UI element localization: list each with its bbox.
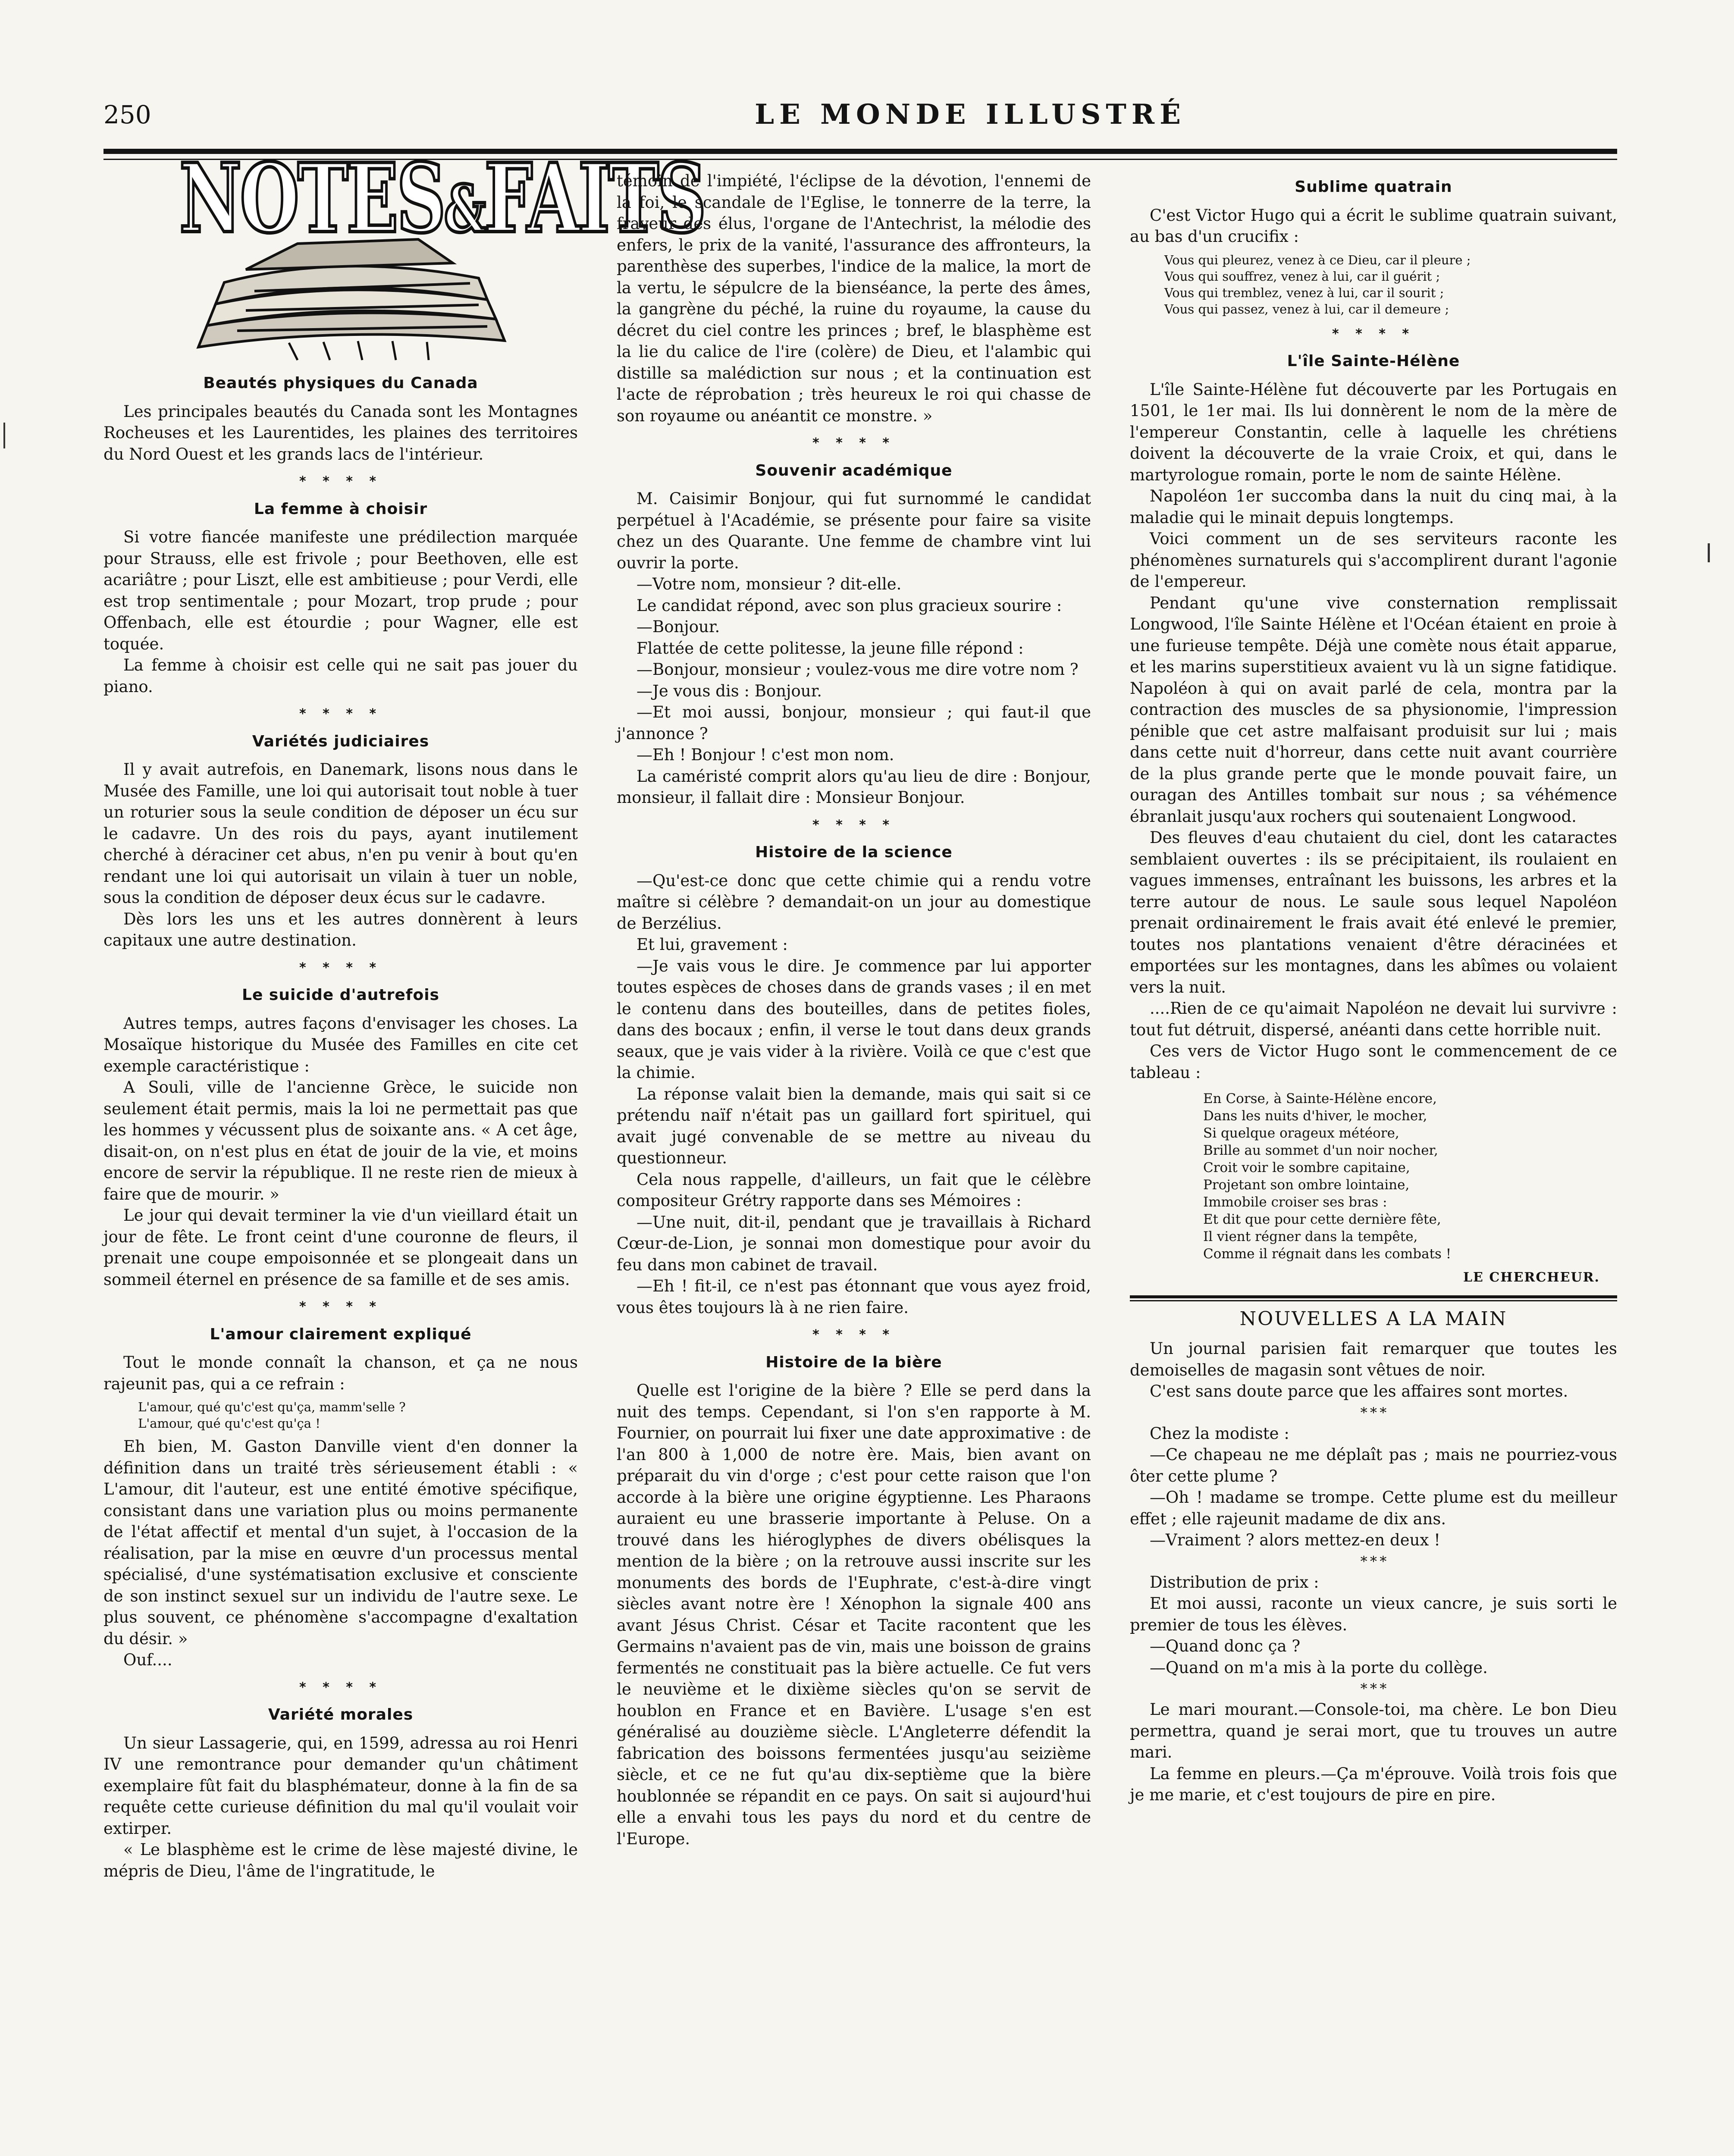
section-title: Souvenir académique — [755, 461, 953, 479]
page-edge-mark — [1708, 543, 1710, 562]
paragraph: —Vraiment ? alors mettez-en deux ! — [1150, 1531, 1440, 1549]
asterism-separator: * * * — [1360, 1680, 1387, 1697]
paragraph: Le mari mourant.—Console-toi, ma chère. Le bon Dieu permettra, quand je serai mort, que tu trouves un autre mari. — [1130, 1700, 1617, 1761]
section-separator: * * * * — [812, 436, 896, 451]
paragraph: Flattée de cette politesse, la jeune fille répond : — [637, 639, 1024, 658]
paragraph: Chez la modiste : — [1150, 1424, 1289, 1443]
verse-line: Vous qui tremblez, venez à lui, car il sourit ; — [1164, 285, 1444, 300]
page-edge-mark — [3, 423, 5, 448]
paragraph: —Une nuit, dit-il, pendant que je travaillais à Richard Cœur-de-Lion, je sonnai mon domestique pour avoir du feu dans mon cabinet de travail. — [617, 1213, 1091, 1274]
verse-line: Vous qui souffrez, venez à lui, car il guérit ; — [1164, 269, 1440, 284]
paragraph: —Qu'est-ce donc que cette chimie qui a rendu votre maître si célèbre ? demandait-on un jour au domestique de Berzélius. — [617, 871, 1091, 933]
paragraph: Pendant qu'une vive consternation remplissait Longwood, l'île Sainte Hélène et l'Océan étaient en proie à une furieuse tempête. Déjà une comète nous était apparue, et les marins superstitieux avaient vu là un signe fatidique. Napoléon à qui on avait parlé de cela, montra par la contraction des muscles de sa physionomie, l'impression pénible que cet astre malfaisant produisit sur lui ; mais dans cette nuit d'horreur, dans cette nuit avant courrière de la plus grande perte que le monde pouvait faire, un ouragan des Antilles tombait sur nous ; sa véhémence ébranlait jusqu'aux rochers qui soutenaient Longwood. — [1130, 593, 1617, 826]
paragraph: Et moi aussi, raconte un vieux cancre, je suis sorti le premier de tous les élèves. — [1130, 1594, 1617, 1634]
song-refrain — [138, 1399, 578, 1432]
refrain-line: L'amour, qué qu'c'est qu'ça ! — [138, 1416, 320, 1431]
asterism-separator: * * * — [1360, 1404, 1387, 1421]
verse-line: Croit voir le sombre capitaine, — [1203, 1160, 1410, 1175]
paragraph: —Votre nom, monsieur ? dit-elle. — [637, 575, 902, 593]
paragraph: La femme à choisir est celle qui ne sait pas jouer du piano. — [103, 656, 578, 696]
verse-line: Vous qui passez, venez à lui, car il demeure ; — [1164, 301, 1449, 317]
paragraph: Si votre fiancée manifeste une prédilection marquée pour Strauss, elle est frivole ; pour Beethoven, elle est acariâtre ; pour Liszt, elle est ambitieuse ; pour Verdi, elle est trop sentimentale ; pour Mozart, trop prude ; pour Offenbach, elle est étourdie ; pour Wagner, elle est toquée. — [103, 528, 578, 653]
poem — [1203, 1090, 1617, 1263]
paragraph: Napoléon 1er succomba dans la nuit du cinq mai, à la maladie qui le minait depuis longtemps. — [1130, 487, 1617, 527]
section-heading: NOUVELLES A LA MAIN — [1239, 1307, 1508, 1330]
logo-word-faits: FAITS — [484, 142, 705, 254]
verse-line: Comme il régnait dans les combats ! — [1203, 1246, 1452, 1262]
section-title: L'île Sainte-Hélène — [1287, 352, 1460, 370]
paragraph: Dès lors les uns et les autres donnèrent à leurs capitaux une autre destination. — [103, 909, 578, 950]
notes-et-faits-logo — [116, 142, 705, 367]
paragraph: —Oh ! madame se trompe. Cette plume est du meilleur effet ; elle rajeunit madame de dix ans. — [1130, 1488, 1617, 1528]
section-separator: * * * * — [299, 960, 383, 975]
paragraph: —Quand on m'a mis à la porte du collège. — [1150, 1658, 1488, 1677]
paragraph: Voici comment un de ses serviteurs raconte les phénomènes surnaturels qui s'accomplirent durant l'agonie de l'empereur. — [1130, 530, 1617, 591]
column-3 — [1130, 170, 1617, 1806]
paragraph: —Je vous dis : Bonjour. — [637, 681, 822, 700]
paragraph: —Et moi aussi, bonjour, monsieur ; qui faut-il que j'annonce ? — [617, 703, 1091, 743]
paragraph: Des fleuves d'eau chutaient du ciel, dont les cataractes semblaient ouvertes : ils se précipitaient, ils roulaient en vagues immenses, entraînant les buissons, les arbres et la terre autour de nous. Le saule sous lequel Napoléon prenait ordinairement le frais avait été enlevé le premier, toutes nos plantations venaient d'être déracinées et emportées sur les montagnes, dans les abîmes ou volaient vers la nuit. — [1130, 828, 1617, 997]
page-number: 250 — [103, 100, 151, 129]
verse-line: En Corse, à Sainte-Hélène encore, — [1203, 1091, 1437, 1106]
paragraph: Eh bien, M. Gaston Danville vient d'en donner la définition dans un traité très sérieusement établi : « L'amour, dit l'auteur, est une entité émotive spécifique, consistant dans une variation plus ou moins permanente de l'état affectif et mental d'un sujet, à l'occasion de la réalisation, par la mise en œuvre d'un processus mental spécialisé, d'une systématisation exclusive et consciente de son instinct sexuel sur un individu de l'autre sexe. Le plus souvent, ce phénomène s'accompagne d'exaltation du désir. » — [103, 1437, 578, 1648]
section-title: La femme à choisir — [254, 500, 428, 518]
section-title: Beautés physiques du Canada — [203, 374, 478, 392]
section-title: Variété morales — [268, 1706, 414, 1724]
section-separator: * * * * — [299, 1299, 383, 1314]
section-title: Histoire de la bière — [765, 1353, 942, 1371]
section-title: Le suicide d'autrefois — [242, 986, 439, 1004]
paragraph: Le candidat répond, avec son plus gracieux sourire : — [637, 596, 1062, 615]
verse-line: Projetant son ombre lointaine, — [1203, 1177, 1410, 1193]
paragraph: La caméristé comprit alors qu'au lieu de dire : Bonjour, monsieur, il fallait dire : Monsieur Bonjour. — [617, 767, 1091, 807]
paragraph: La réponse valait bien la demande, mais qui sait si ce prétendu naïf n'était pas un gaillard fort spirituel, qui avait jugé convenable de se mettre au niveau du questionneur. — [617, 1084, 1091, 1167]
paragraph: ....Rien de ce qu'aimait Napoléon ne devait lui survivre : tout fut détruit, dispersé, anéanti dans cette horrible nuit. — [1130, 999, 1617, 1039]
verse-line: Vous qui pleurez, venez à ce Dieu, car il pleure ; — [1164, 252, 1471, 267]
column-2 — [617, 170, 1091, 1849]
paragraph: Ces vers de Victor Hugo sont le commencement de ce tableau : — [1130, 1042, 1617, 1082]
paragraph: —Bonjour, monsieur ; voulez-vous me dire votre nom ? — [637, 660, 1079, 679]
paragraph: C'est sans doute parce que les affaires sont mortes. — [1150, 1382, 1568, 1401]
paragraph: Il y avait autrefois, en Danemark, lisons nous dans le Musée des Famille, une loi qui autorisait tout noble à tuer un roturier sous la seule condition de déposer un écu sur le cadavre. Un des rois du pays, ayant inutilement cherché à déraciner cet abus, n'en pu venir à bout qu'en rendant une loi qui autorisait un vilain à tuer un noble, sous la condition de déposer deux écus sur le cadavre. — [103, 760, 578, 907]
quatrain — [1164, 252, 1617, 317]
paragraph: « Le blasphème est le crime de lèse majesté divine, le mépris de Dieu, l'âme de l'ingratitude, le — [103, 1840, 578, 1880]
paragraph: —Eh ! fit-il, ce n'est pas étonnant que vous ayez froid, vous êtes toujours là à ne rien faire. — [617, 1277, 1091, 1317]
verse-line: Immobile croiser ses bras : — [1203, 1194, 1387, 1210]
section-separator: * * * * — [299, 474, 383, 489]
verse-line: Si quelque orageux météore, — [1203, 1125, 1399, 1141]
section-separator: * * * * — [812, 817, 896, 833]
section-rule-thin — [1130, 1300, 1617, 1301]
paragraph: Les principales beautés du Canada sont les Montagnes Rocheuses et les Laurentides, les plaines des territoires du Nord Ouest et les grands lacs de l'intérieur. — [103, 402, 578, 464]
paragraph: Un journal parisien fait remarquer que toutes les demoiselles de magasin sont vêtues de noir. — [1130, 1339, 1617, 1379]
paragraph: Cela nous rappelle, d'ailleurs, un fait que le célèbre compositeur Grétry rapporte dans ses Mémoires : — [617, 1170, 1091, 1210]
paragraph: M. Caisimir Bonjour, qui fut surnommé le candidat perpétuel à l'Académie, se présente pour faire sa visite chez un des Quarante. Une femme de chambre vint lui ouvrir la porte. — [617, 489, 1091, 572]
paragraph: A Souli, ville de l'ancienne Grèce, le suicide non seulement était permis, mais la loi ne permettait pas que les hommes y vécussent plus de soixante ans. « A cet âge, disait-on, on n'est plus en état de jouir de la vie, et moins encore de servir la république. Il ne reste rien de mieux à faire que de mourir. » — [103, 1078, 578, 1203]
paragraph: Ouf.... — [123, 1651, 172, 1669]
asterism-separator: * * * — [1360, 1553, 1387, 1570]
section-rule-thick — [1130, 1295, 1617, 1298]
verse-line: Brille au sommet d'un noir nocher, — [1203, 1143, 1438, 1158]
paragraph: —Quand donc ça ? — [1150, 1637, 1301, 1655]
paragraph: Quelle est l'origine de la bière ? Elle se perd dans la nuit des temps. Cependant, si l'on s'en rapporte à M. Fournier, on pourrait lui fixer une date approximative : de l'an 800 à 1,000 de notre ère. Mais, bien avant on préparait du vin d'orge ; c'est pour cette raison que l'on accorde à la bière une origine égyptienne. Les Pharaons auraient eu une brasserie importante à Peluse. On a trouvé dans les hiéroglyphes de divers obélisques la mention de la bière ; on la retrouve aussi inscrite sur les monuments des bords de l'Euphrate, c'est-à-dire vingt siècles avant notre ère ! Xénophon la signale 400 ans avant Jésus Christ. César et Tacite racontent que les Germains n'avaient pas de vin, mais une boisson de grains fermentés ne constituait pas la bière actuelle. Ce fut vers le neuvième et le dixième siècles qu'on se servit de houblon en France et en Bavière. L'usage s'en est généralisé au douzième siècle. L'Angleterre défendit la fabrication des boissons fermentées jusqu'au seizième siècle, et ce ne fut qu'au dix-septième que la bière houblonnée se répandit en ce pays. On sait si aujourd'hui elle a envahi tous les pays du nord et du centre de l'Europe. — [617, 1381, 1091, 1848]
verse-line: Il vient régner dans la tempête, — [1203, 1229, 1418, 1244]
paragraph-continuation: témoin de l'impiété, l'éclipse de la dévotion, l'ennemi de la foi, le scandale de l'Eglise, le tonnerre de la terre, la frayeur des élus, l'organe de l'Antechrist, la mélodie des enfers, le prix de la vanité, l'assurance des affronteurs, la parenthèse des superbes, l'indice de la malice, la mort de la vertu, le sépulcre de la bienséance, la perte des âmes, la gangrène du péché, la ruine du royaume, la cause du décret du ciel contre les princes ; bref, le blasphème est la lie du calice de l'ire (colère) de Dieu, et l'alambic qui distille sa malédiction sur nous ; et la continuation est l'acte de réprobation ; très heureux le roi qui chasse de son royaume ou anéantit ce monstre. » — [617, 172, 1091, 425]
paragraph: C'est Victor Hugo qui a écrit le sublime quatrain suivant, au bas d'un crucifix : — [1130, 206, 1617, 246]
section-title: Histoire de la science — [755, 843, 953, 861]
paragraph: —Ce chapeau ne me déplaît pas ; mais ne pourriez-vous ôter cette plume ? — [1130, 1445, 1617, 1485]
paragraph: Tout le monde connaît la chanson, et ça ne nous rajeunit pas, qui a ce refrain : — [103, 1353, 578, 1393]
section-separator: * * * * — [1332, 326, 1415, 342]
masthead: LE MONDE ILLUSTRÉ — [755, 98, 1186, 131]
section-title: Sublime quatrain — [1295, 178, 1452, 196]
paragraph: Et lui, gravement : — [637, 935, 788, 954]
paragraph: L'île Sainte-Hélène fut découverte par les Portugais en 1501, le 1er mai. Ils lui donnèrent le nom de la mère de l'empereur Constantin, celle à laquelle les chrétiens doivent la découverte de la vraie Croix, et qui, dans le martyrologue romain, porte le nom de sainte Hélène. — [1130, 380, 1617, 484]
logo-ampersand: & — [444, 171, 484, 247]
paragraph: Autres temps, autres façons d'envisager les choses. La Mosaïque historique du Musée des Familles en cite cet exemple caractéristique : — [103, 1014, 578, 1075]
section-separator: * * * * — [299, 706, 383, 721]
verse-line: Et dit que pour cette dernière fête, — [1203, 1212, 1441, 1227]
section-separator: * * * * — [299, 1680, 383, 1695]
paragraph: —Je vais vous le dire. Je commence par lui apporter toutes espèces de choses dans de grands vases ; il en met le contenu dans des bouteilles, dans de petites fioles, dans des bocaux ; enfin, il verse le tout dans deux grands seaux, que je vais vider à la rivière. Voilà ce que c'est que la chimie. — [617, 956, 1091, 1082]
author-signature: LE CHERCHEUR. — [1463, 1270, 1600, 1285]
section-title: L'amour clairement expliqué — [210, 1325, 472, 1343]
section-separator: * * * * — [812, 1327, 896, 1342]
paragraph: Un sieur Lassagerie, qui, en 1599, adressa au roi Henri IV une remontrance pour demander qu'un châtiment exemplaire fût fait du blasphémateur, donne à la fin de sa requête cette curieuse définition du mal qu'il voulait voir extirper. — [103, 1733, 578, 1838]
logo-title — [179, 142, 705, 254]
paragraph: —Eh ! Bonjour ! c'est mon nom. — [637, 746, 894, 764]
refrain-line: L'amour, qué qu'c'est qu'ça, mamm'selle ? — [138, 1400, 406, 1414]
paragraph: —Bonjour. — [637, 617, 720, 636]
verse-line: Dans les nuits d'hiver, le mocher, — [1203, 1108, 1427, 1124]
section-title: Variétés judiciaires — [252, 732, 430, 750]
paragraph: Le jour qui devait terminer la vie d'un vieillard était un jour de fête. Le front ceint d'une couronne de fleurs, il prenait une coupe empoisonnée et se plongeait dans un sommeil éternel en présence de sa famille et de ses amis. — [103, 1206, 578, 1289]
logo-word-notes: NOTES — [179, 142, 444, 254]
paragraph: La femme en pleurs.—Ça m'éprouve. Voilà trois fois que je me marie, et c'est toujours de pire en pire. — [1130, 1764, 1617, 1804]
paragraph: Distribution de prix : — [1150, 1573, 1319, 1592]
